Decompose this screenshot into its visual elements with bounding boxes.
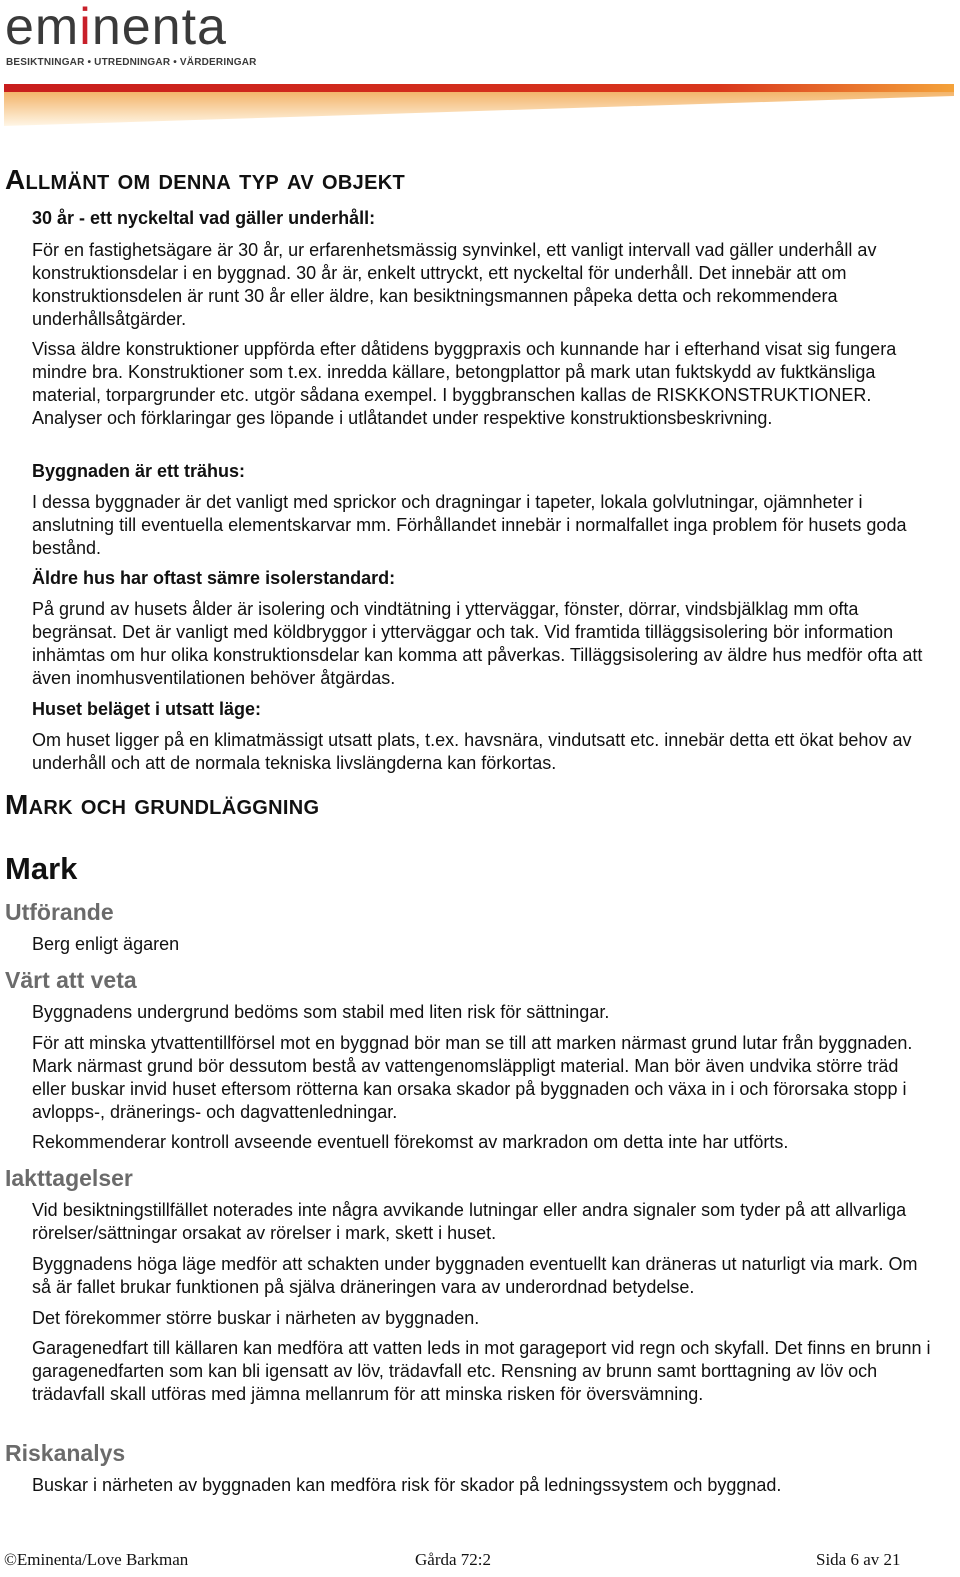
heading-iakttagelser: Iakttagelser <box>5 1165 133 1191</box>
paragraph: I dessa byggnader är det vanligt med sprickor och dragningar i tapeter, lokala golvlutningar, ojämnheter i anslutning till eventuella elementskarvar mm. Förhållandet innebär i normalfallet inga problem för husets goda bestånd. <box>32 492 907 558</box>
section-title-mark-grundlaggning: Mark och grundläggning <box>5 789 320 820</box>
paragraph: På grund av husets ålder är isolering och vindtätning i ytterväggar, fönster, dörrar, vindsbjälklag mm ofta begränsat. Det är vanligt med köldbryggor i ytterväggar och tak. Vid framtida tilläggsisolering bör information inhämtas om hur olika konstruktionsdelar kan komma att påverkas. Tilläggsisolering av äldre hus medför ofta att även inomhusventilationen behöver åtgärdas. <box>32 599 923 688</box>
footer-property: Gårda 72:2 <box>415 1550 492 1569</box>
paragraph: Byggnadens höga läge medför att schakten under byggnaden eventuellt kan dräneras ut naturligt via mark. Om så är fallet brukar funktionen på själva dräneringen vara av underordnad betydelse. <box>32 1254 918 1297</box>
subheading-30-ar: 30 år - ett nyckeltal vad gäller underhåll: <box>32 208 376 228</box>
section-title-allmant: Allmänt om denna typ av objekt <box>5 164 405 195</box>
logo-tagline: BESIKTNINGAR • UTREDNINGAR • VÄRDERINGAR <box>6 57 257 68</box>
paragraph: Vid besiktningstillfället noterades inte några avvikande lutningar eller andra signaler som tyder på att allvarliga rörelser/sättningar orsakat av rörelser i mark, skett i huset. <box>32 1200 907 1243</box>
paragraph: Berg enligt ägaren <box>32 934 180 954</box>
logo-wordmark: eminenta <box>5 0 227 56</box>
paragraph: För att minska ytvattentillförsel mot en byggnad bör man se till att marken närmast grund lutar från byggnaden. Mark närmast grund bör dessutom bestå av vattengenomsläppligt material. Man bör även undvika större träd eller buskar invid huset eftersom rötterna kan orsaka skador på byggnaden och växa in i och förorsaka stopp i avlopps-, dränerings- och dagvattenledningar. <box>32 1033 913 1122</box>
footer-page-number: Sida 6 av 21 <box>816 1550 901 1569</box>
footer-copyright: ©Eminenta/Love Barkman <box>4 1550 189 1569</box>
paragraph: Buskar i närheten av byggnaden kan medföra risk för skador på ledningssystem och byggnad. <box>32 1475 782 1495</box>
paragraph: Det förekommer större buskar i närheten av byggnaden. <box>32 1308 480 1328</box>
paragraph: Vissa äldre konstruktioner uppförda efter dåtidens byggpraxis och kunnande har i efterhand visat sig fungera mindre bra. Konstruktioner som t.ex. inredda källare, betongplattor på mark utan fuktskydd av fuktkänsliga material, torpargrunder etc. utgör sådana exempel. I byggbranschen kallas de RISKKONSTRUKTIONER. Analyser och förklaringar ges löpande i utlåtandet under respektive konstruktionsbeskrivning. <box>32 339 897 428</box>
subheading-isolerstandard: Äldre hus har oftast sämre isolerstandard: <box>32 568 396 588</box>
heading-riskanalys: Riskanalys <box>5 1440 126 1466</box>
subheading-utsatt-lage: Huset beläget i utsatt läge: <box>32 699 262 719</box>
paragraph: Rekommenderar kontroll avseende eventuell förekomst av markradon om detta inte har utförts. <box>32 1132 789 1152</box>
subheading-trahus: Byggnaden är ett trähus: <box>32 461 246 481</box>
header-banner <box>4 84 954 126</box>
paragraph: Garagenedfart till källaren kan medföra att vatten leds in mot garageport vid regn och skyfall. Det finns en brunn i garagenedfarten som kan bli igensatt av löv, trädavfall etc. Rensning av brunn samt borttagning av löv och trädavfall skall utföras med jämna mellanrum för att minska risken för översvämning. <box>32 1338 931 1404</box>
heading-utforande: Utförande <box>5 899 114 925</box>
paragraph: För en fastighetsägare är 30 år, ur erfarenhetsmässig synvinkel, ett vanligt intervall vad gäller underhåll av konstruktionsdelar i en byggnad. 30 år är, enkelt uttryckt, ett nyckeltal för underhåll. Det innebär att om konstruktionsdelen är runt 30 år eller äldre, kan besiktningsmannen påpeka detta och rekommendera underhållsåtgärder. <box>32 240 877 329</box>
heading-mark: Mark <box>5 851 78 886</box>
paragraph: Byggnadens undergrund bedöms som stabil med liten risk för sättningar. <box>32 1002 610 1022</box>
company-logo <box>5 0 257 72</box>
heading-vart-att-veta: Värt att veta <box>5 967 137 993</box>
paragraph: Om huset ligger på en klimatmässigt utsatt plats, t.ex. havsnära, vindutsatt etc. innebär detta ett ökat behov av underhåll och att de normala tekniska livslängderna kan förkortas. <box>32 730 912 773</box>
